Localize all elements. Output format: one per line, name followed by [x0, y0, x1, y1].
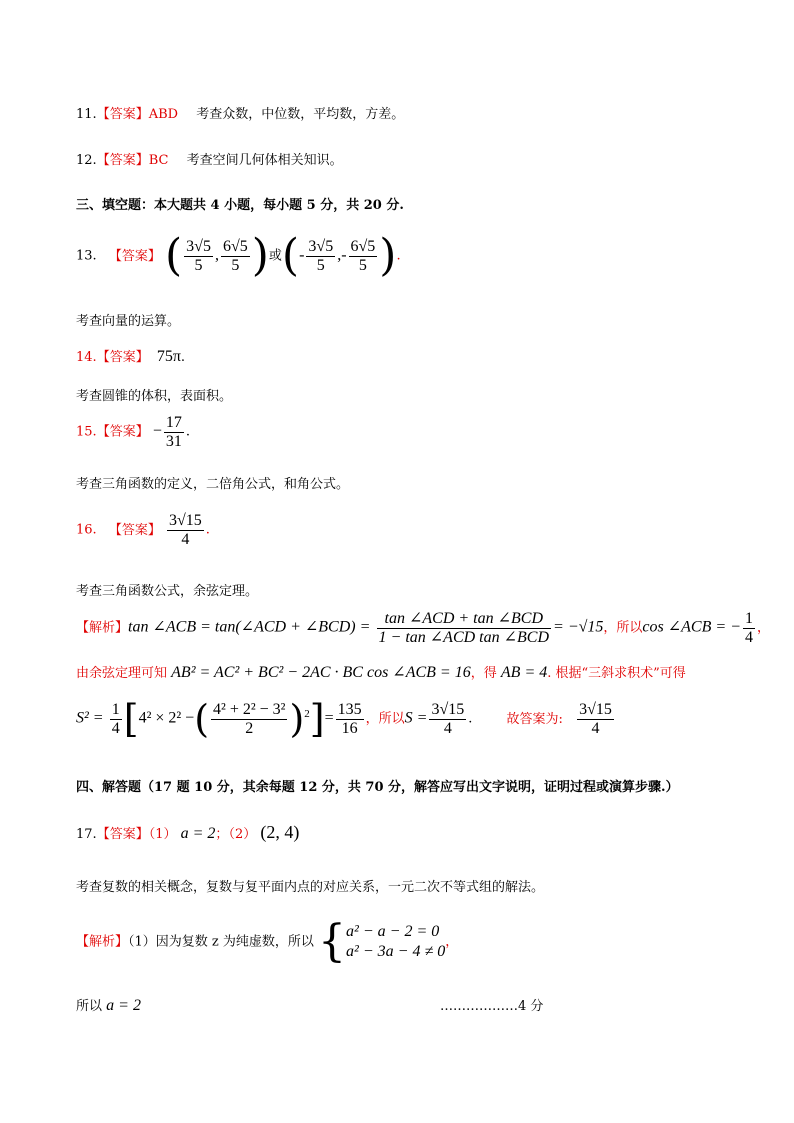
equation: 4² × 2² − — [138, 709, 195, 727]
solution-17-line1: 【解析】（1）因为复数 z 为纯虚数，所以 { a² − a − 2 = 0 a² − 3a − 4 ≠ 0 ， — [76, 916, 459, 967]
fraction: $\frac{3√5}{5}$ — [186, 237, 211, 274]
or-text: 或 — [268, 248, 282, 264]
equation: AB² = AC² + BC² − 2AC · BC cos ∠ACB = 16 — [171, 664, 471, 681]
jiexi-tag: 【解析】 — [76, 934, 129, 950]
answer-15-description: 考查三角函数的定义，二倍角公式，和角公式。 — [76, 477, 350, 492]
answer-value: 75π — [156, 348, 181, 365]
answer-tag: 【答案】BC — [96, 153, 169, 168]
fraction: $\frac{3√15}{4}$ — [579, 700, 612, 737]
answer-12 — [76, 149, 343, 168]
solution-16-line3: S² = $\frac{1}{4}$ [4² × 2² −( $\frac{\text{4² + 2² − 3²}}{2}$ )$^2$]= $\frac{135}{16}$ ，所以S = $\frac{3√15}{4}$ . 故答案为: $\frac{3√15}{4}$ — [76, 697, 612, 741]
question-number: 13. — [76, 248, 97, 264]
fraction: $\frac{\text{4² + 2² − 3²}}{2}$ — [213, 700, 286, 737]
solution-text: . 根据“三斜求积术”可得 — [547, 666, 686, 681]
solution-text: 所以 — [76, 999, 103, 1014]
answer-13: 13. 【答案】 ( $\frac{3√5}{5}$ , $\frac{6√5}{5}$ )或(- $\frac{3√5}{5}$ ,- $\frac{6√5}{5}$ ). — [76, 230, 401, 281]
answer-tag: 【答案】 — [108, 522, 161, 538]
answer-tag: 【答案】 — [96, 350, 149, 365]
equation: a = 2 — [106, 997, 141, 1014]
equation: S = — [404, 709, 428, 727]
answer-description: 考查众数，中位数，平均数，方差。 — [196, 107, 405, 122]
answer-description: 考查空间几何体相关知识。 — [186, 153, 343, 168]
answer-value: (2, 4) — [260, 822, 300, 842]
question-number: 12. — [76, 153, 97, 168]
question-number: 14. — [76, 350, 97, 365]
answer-14: 14.【答案】 75π. — [76, 348, 186, 365]
equation: S² = — [76, 709, 104, 727]
answer-14-description: 考查圆锥的体积，表面积。 — [76, 389, 233, 404]
question-number: 16. — [76, 522, 97, 538]
fraction: $\frac{17}{31}$ — [165, 414, 182, 450]
answer-13-description: 考查向量的运算。 — [76, 314, 181, 329]
section-3-heading: 三、填空题：本大题共 4 小题，每小题 5 分，共 20 分. — [76, 198, 404, 213]
answer-16: 16. 【答案】 $\frac{3√15}{4}$ . — [76, 512, 210, 548]
fraction: $\frac{1}{4}$ — [111, 700, 120, 737]
fraction: $\frac{\text{tan ∠ACD + tan ∠BCD}}{\text{1 − tan ∠ACD tan ∠BCD}}$ — [378, 610, 550, 646]
equation: AB = 4 — [500, 664, 548, 681]
fraction: $\frac{3√5}{5}$ — [308, 237, 334, 274]
question-number: 17. — [76, 827, 97, 842]
answer-tag: 【答案】 — [96, 424, 149, 440]
answer-tag: 【答案】ABD — [96, 107, 179, 122]
answer-17-description: 考查复数的相关概念，复数与复平面内点的对应关系，一元二次不等式组的解法。 — [76, 880, 545, 895]
solution-text: （1）因为复数 z 为纯虚数，所以 — [128, 934, 314, 950]
answer-16-description: 考查三角函数公式，余弦定理。 — [76, 584, 259, 599]
fraction: $\frac{6√5}{5}$ — [222, 237, 248, 274]
answer-11 — [76, 103, 404, 122]
solution-16-line1: 【解析】tan ∠ACB = tan(∠ACD + ∠BCD) = $\frac{\text{tan ∠ACD + tan ∠BCD}}{\text{1 − tan ∠ACD tan ∠BCD}}$ = −√15，所以cos ∠ACB = − $\frac{1}{4}$ ， — [76, 610, 770, 646]
score-note: ………………4 分 — [440, 999, 544, 1014]
connector-text: ，所以 — [365, 711, 405, 727]
solution-text: 由余弦定理可知 — [76, 666, 168, 681]
answer-value: a = 2 — [180, 825, 216, 842]
question-number: 15. — [76, 424, 97, 440]
answer-15: 15.【答案】 − $\frac{17}{31}$ . — [76, 414, 191, 450]
connector-text: ，所以 — [603, 620, 643, 636]
answer-tag: 【答案】 — [96, 827, 149, 842]
fraction: $\frac{1}{4}$ — [744, 610, 753, 646]
fraction: $\frac{3√15}{4}$ — [431, 700, 465, 737]
equation: cos ∠ACB = − — [642, 618, 741, 636]
solution-17-line2 — [76, 995, 141, 1015]
section-4-heading: 四、解答题（17 题 10 分，其余每题 12 分，共 70 分，解答应写出文字说明，证明过程或演算步骤.） — [76, 780, 679, 795]
final-answer-label: 故答案为: — [506, 711, 563, 727]
equation: tan ∠ACB = tan(∠ACD + ∠BCD) = — [128, 618, 371, 636]
solution-16-line2 — [76, 662, 686, 682]
fraction: $\frac{6√5}{5}$ — [350, 237, 376, 274]
answer-tag: 【答案】 — [108, 248, 161, 264]
jiexi-tag: 【解析】 — [76, 620, 129, 636]
fraction: $\frac{3√15}{4}$ — [168, 512, 202, 548]
equation: = −√15 — [553, 618, 604, 636]
fraction: $\frac{135}{16}$ — [337, 700, 362, 737]
solution-text: ，得 — [470, 666, 497, 681]
equation-system: a² − a − 2 = 0 a² − 3a − 4 ≠ 0 — [346, 923, 446, 960]
answer-17: 17.【答案】（1） a = 2；（2） (2, 4) — [76, 822, 300, 842]
question-number: 11. — [76, 107, 97, 122]
